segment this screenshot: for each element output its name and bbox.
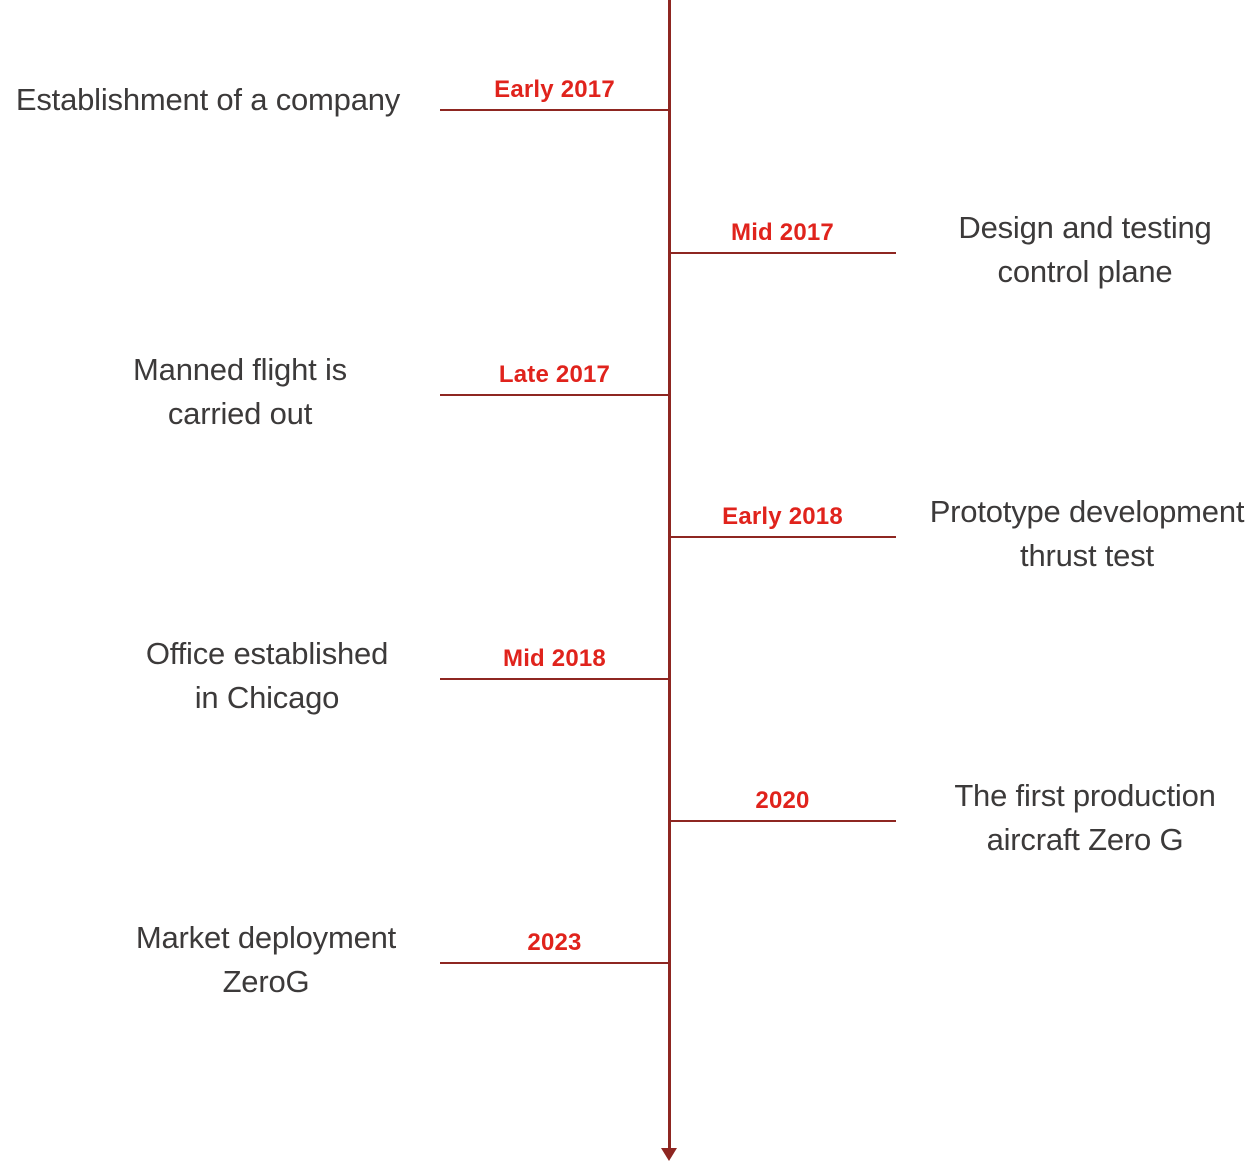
timeline-axis (668, 0, 671, 1149)
event-connector (440, 394, 669, 396)
event-label (37, 632, 497, 720)
event-label-line: carried out (167, 396, 313, 431)
event-label-line: Design and testing (958, 210, 1212, 245)
event-label (0, 78, 438, 122)
event-label-line: ZeroG (222, 964, 310, 999)
event-label-line: thrust test (1020, 538, 1154, 573)
event-label (36, 916, 496, 1004)
event-date: 2023 (527, 929, 582, 956)
event-date: 2020 (755, 787, 810, 814)
event-label-line: Prototype development (929, 494, 1245, 529)
event-label-line: in Chicago (194, 680, 340, 715)
event-connector (440, 109, 669, 111)
event-label-line: Manned flight is (133, 352, 347, 387)
arrow-down-icon (661, 1148, 677, 1161)
event-date: Mid 2018 (503, 645, 606, 672)
event-date: Late 2017 (498, 361, 611, 388)
event-label-line: Market deployment (135, 920, 397, 955)
event-label (10, 348, 470, 436)
event-label-line: control plane (997, 254, 1173, 289)
event-label (855, 206, 1258, 294)
event-date: Early 2017 (494, 76, 615, 103)
event-date: Early 2018 (722, 503, 843, 530)
event-label (857, 490, 1258, 578)
event-label-line: The first production (954, 778, 1216, 813)
event-label-line: Establishment of a company (15, 82, 401, 117)
event-label-line: aircraft Zero G (986, 822, 1184, 857)
event-label-line: Office established (145, 636, 389, 671)
event-label (855, 774, 1258, 862)
event-date: Mid 2017 (731, 219, 834, 246)
